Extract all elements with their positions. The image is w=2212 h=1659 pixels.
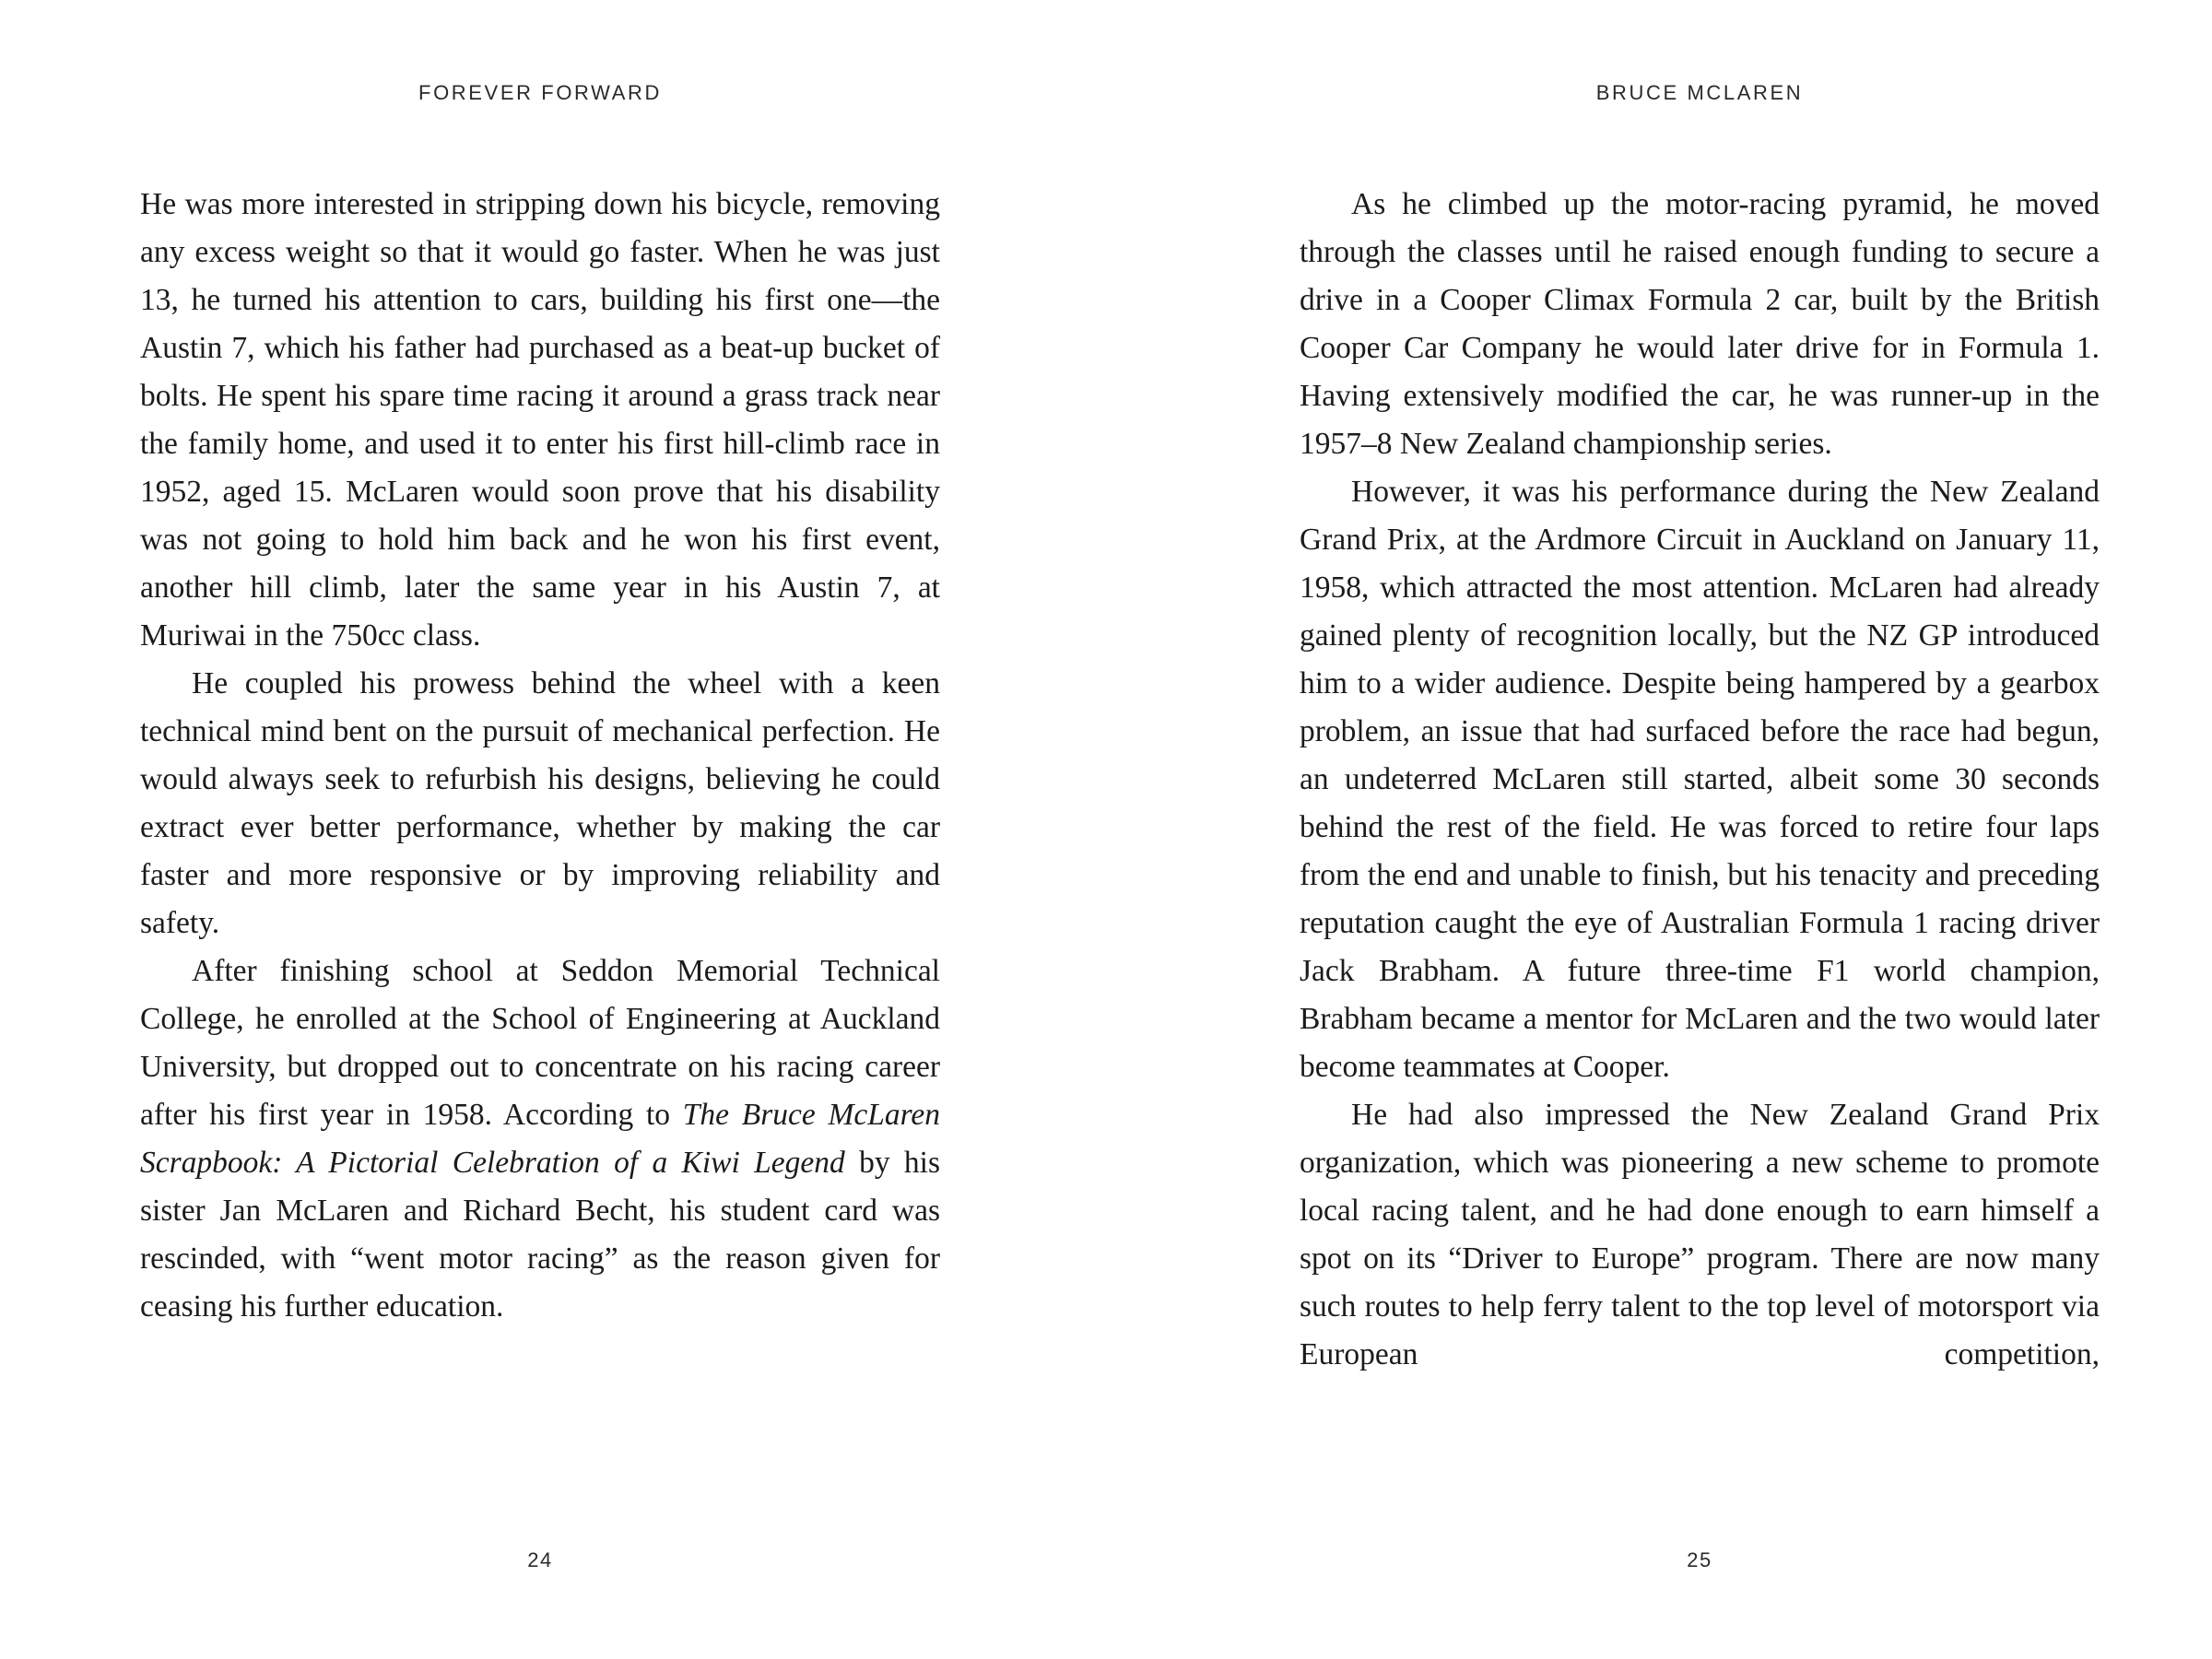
left-paragraph-3-end: by his sister Jan McLaren and Richard Becht, his student card was rescinded, with “went motor racing” as the reason given for ceasing his further education. [140,1146,940,1324]
left-paragraph-3 [140,947,940,1331]
book-title-italic: The Bruce McLaren Scrapbook: A Pictorial Celebration of a Kiwi Legend [140,1098,941,1180]
right-page [1106,0,2212,1659]
left-paragraph-3-start: After finishing school at Seddon Memorial Technical College, he enrolled at the School of Engineering at Auckland University, but dropped out to concentrate on his racing career after his first year in 1958. According to [140,954,940,1132]
right-paragraph-3: He had also impressed the New Zealand Grand Prix organization, which was pioneering a new scheme to promote local racing talent, and he had done enough to earn himself a spot on its “Driver to Europe” program. There are now many such routes to help ferry talent to the top level of motorsport via European competition, [1300,1098,2100,1371]
running-head-right: BRUCE MCLAREN [1595,81,1804,104]
right-paragraph-2: However, it was his performance during the New Zealand Grand Prix, at the Ardmore Circuit in Auckland on January 11, 1958, which attracted the most attention. McLaren had already gained plenty of recognition locally, but the NZ GP introduced him to a wider audience. Despite being hampered by a gearbox problem, an issue that had surfaced before the race had begun, an undeterred McLaren still started, albeit some 30 seconds behind the rest of the field. He was forced to retire four laps from the end and unable to finish, but his tenacity and preceding reputation caught the eye of Australian Formula 1 racing driver Jack Brabham. A future three-time F1 world champion, Brabham became a mentor for McLaren and the two would later become teammates at Cooper. [1300,475,2100,1084]
page-number-right: 25 [1687,1548,1712,1571]
running-head-left: FOREVER FORWARD [418,81,662,104]
left-body-text [140,181,940,1331]
right-paragraph-1: As he climbed up the motor-racing pyramid, he moved through the classes until he raised enough funding to secure a drive in a Cooper Climax Formula 2 car, built by the British Cooper Car Company he would later drive for in Formula 1. Having extensively modified the car, he was runner-up in the 1957–8 New Zealand championship series. [1300,187,2100,461]
right-body-text [1300,181,2100,1379]
left-paragraph-2: He coupled his prowess behind the wheel with a keen technical mind bent on the pursuit of mechanical perfection. He would always seek to refurbish his designs, believing he could extract ever better performance, whether by making the car faster and more responsive or by improving reliability and safety. [140,666,940,940]
left-paragraph-1: He was more interested in stripping down his bicycle, removing any excess weight so that it would go faster. When he was just 13, he turned his attention to cars, building his first one—the Austin 7, which his father had purchased as a beat-up bucket of bolts. He spent his spare time racing it around a grass track near the family home, and used it to enter his first hill-climb race in 1952, aged 15. McLaren would soon prove that his disability was not going to hold him back and he won his first event, another hill climb, later the same year in his Austin 7, at Muriwai in the 750cc class. [140,187,940,653]
page-number-left: 24 [527,1548,553,1571]
